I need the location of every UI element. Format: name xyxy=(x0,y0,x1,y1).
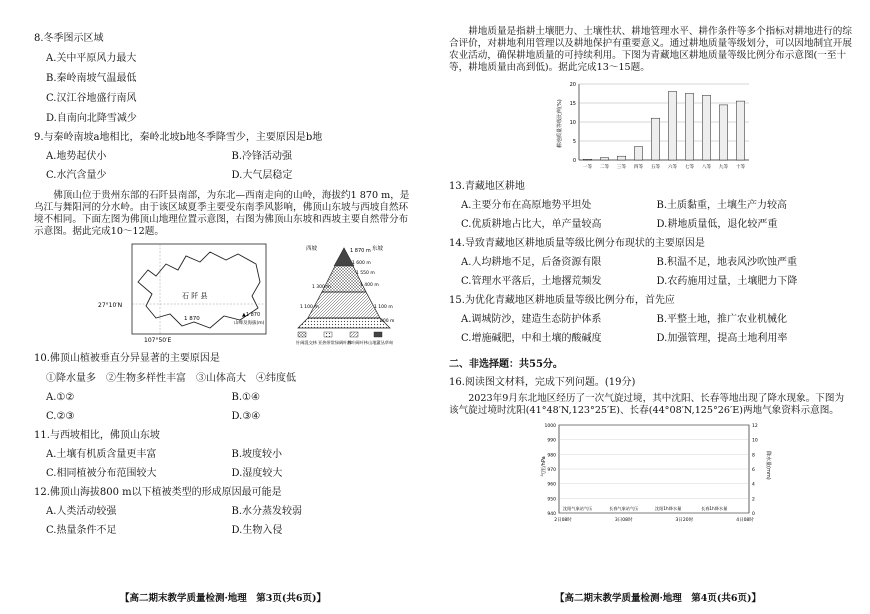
bar-ytick-label: 15 xyxy=(569,101,576,107)
tri-east-5: 800 m xyxy=(380,319,395,324)
tri-legend-1: 针阔混交林 xyxy=(296,340,317,345)
q12-option-a: A.人类活动较强 xyxy=(46,506,117,517)
q13-option-b: B.土质黏重，土壤生产力较高 xyxy=(656,200,788,211)
q10-title: 10.佛顶山植被垂直分异显著的主要原因是 xyxy=(34,353,220,364)
tri-east-2: 1 550 m xyxy=(356,271,375,276)
weather-x-label: 4日08时 xyxy=(736,518,754,523)
bar-ytick-label: 5 xyxy=(572,139,576,145)
q10-option-b: B.①④ xyxy=(231,392,260,403)
q16-title: 16.阅读图文材料，完成下列问题。(19分) xyxy=(449,377,636,388)
q12-option-c: C.热量条件不足 xyxy=(46,525,117,536)
bar-chart-farmland xyxy=(449,78,849,174)
bar xyxy=(600,158,609,160)
tri-east-label: 东坡 xyxy=(372,246,384,252)
q14-option-b: B.积温不足，地表风沙吹蚀严重 xyxy=(656,257,798,268)
q15-option-c: C.增施碱肥，中和土壤的酸碱度 xyxy=(461,333,602,344)
footer-right: 【高二期末教学质量检测·地理 第4页(共6页)】 xyxy=(555,593,762,604)
bar-category-label: 三等 xyxy=(616,165,627,170)
bar-category-label: 九等 xyxy=(718,165,729,170)
tri-west-2: 1 100 m xyxy=(300,305,319,310)
weather-x-label: 3日08时 xyxy=(614,518,633,523)
q14-title: 14.导致青藏地区耕地质量等级比例分布现状的主要原因是 xyxy=(449,238,705,249)
q14-option-d: D.农药施用过量，土壤肥力下降 xyxy=(656,276,798,287)
tri-west-label: 西坡 xyxy=(306,246,318,252)
tri-peak-label: 1 870 m xyxy=(350,248,371,254)
q11-title: 11.与西坡相比，佛顶山东坡 xyxy=(34,430,160,441)
weather-left-tick: 950 xyxy=(547,497,556,503)
bar xyxy=(617,156,626,160)
weather-left-tick: 970 xyxy=(547,468,556,473)
weather-left-tick: 940 xyxy=(547,512,556,517)
bar xyxy=(583,159,592,160)
bar xyxy=(634,147,643,160)
location-map xyxy=(98,244,266,344)
q14-option-a: A.人均耕地不足，后备资源有限 xyxy=(461,257,602,268)
weather-right-tick: 2 xyxy=(752,497,755,503)
weather-right-tick: 10 xyxy=(752,438,758,444)
bar xyxy=(685,94,694,161)
q9-option-d: D.大气层稳定 xyxy=(231,170,293,181)
weather-right-tick: 6 xyxy=(752,468,755,473)
weather-ylabel-left: 气压/hPa xyxy=(541,456,547,477)
bar xyxy=(668,92,677,160)
bar-ytick-label: 20 xyxy=(569,82,576,88)
bar-ytick-label: 0 xyxy=(572,158,576,164)
map-legend-text: 山峰及海拔(m) xyxy=(234,321,265,326)
map-lon-label: 107°50′E xyxy=(144,337,172,344)
q10-option-c: C.②③ xyxy=(46,411,75,422)
tri-east-1: 1 600 m xyxy=(352,261,371,266)
q10-option-d: D.③④ xyxy=(231,411,261,422)
q15-title: 15.为优化青藏地区耕地质量等级比例分布，首先应 xyxy=(449,295,675,306)
q15-option-d: D.加强管理，提高土地利用率 xyxy=(656,333,788,344)
q13-option-d: D.耕地质量低，退化较严重 xyxy=(656,219,778,230)
q11-option-d: D.湿度较大 xyxy=(231,468,283,479)
weather-right-tick: 4 xyxy=(752,482,755,488)
q10-option-a: A.①② xyxy=(46,392,75,403)
bar-category-label: 十等 xyxy=(735,165,746,170)
weather-right-tick: 8 xyxy=(752,453,755,459)
weather-x-label: 2日08时 xyxy=(554,518,572,523)
q16-text: 2023年9月东北地区经历了一次气旋过境，其中沈阳、长春等地出现了降水现象。下图为该气旋过境时沈阳(41°48′N,123°25′E)、长春(44°08′N,125°26′E)两地气象资料示意图。 xyxy=(449,393,845,416)
weather-legend-entry: 沈阳气象站气压 xyxy=(563,506,593,511)
weather-x-label: 3日20时 xyxy=(675,518,694,523)
q15-option-a: A.调城防沙，建造生态防护体系 xyxy=(461,314,602,325)
vegetation-triangle xyxy=(296,244,394,346)
intro-passage: 耕地质量是指耕土壤肥力、土壤性状、耕地管理水平、耕作条件等多个指标对耕地进行的综合评价，对耕地利用管理以及耕地保护有重要意义。通过耕地质量等级划分，可以因地制宜开展农业活动，确保耕地质量的可持续利用。下图为青藏地区耕地质量等级比例分布示意图(一至十等，耕地质量由高到低)。据此完成13～15题。 xyxy=(449,26,852,73)
tri-east-4: 1 100 m xyxy=(374,305,393,310)
weather-chart xyxy=(449,421,849,533)
figure-fodingshan xyxy=(34,242,414,346)
bar xyxy=(651,118,660,160)
tri-legend-4: 山地灌丛草甸 xyxy=(368,340,394,345)
tri-legend-3: 落叶阔叶林 xyxy=(347,340,368,345)
weather-right-tick: 0 xyxy=(752,512,755,517)
q12-option-d: D.生物入侵 xyxy=(231,525,283,536)
bar-category-label: 六等 xyxy=(667,165,678,170)
passage-fodingshan: 佛顶山位于贵州东部的石阡县南部，为东北—西南走向的山岭，海拔约1 870 m，是乌江与舞阳河的分水岭。由于该区域夏季主要受东南季风影响，佛顶山东坡与西坡自然环境不相同。下面左图为佛顶山地理位置示意图，右图为佛顶山东坡和西坡主要自然带分布示意图。据此完成10～12题。 xyxy=(34,190,410,237)
tri-legend-2: 亚热带常绿阔叶林 xyxy=(318,340,352,345)
tri-east-3: 1 400 m xyxy=(360,283,379,288)
q11-option-a: A.土壤有机质含量更丰富 xyxy=(46,449,157,460)
q9-option-b: B.冷锋活动强 xyxy=(231,151,293,162)
q14-option-c: C.管理水平落后，土地撂荒频发 xyxy=(461,276,602,287)
weather-legend-entry: 沈阳1h降水量 xyxy=(655,506,682,511)
weather-left-tick: 960 xyxy=(547,482,556,488)
bar-category-label: 二等 xyxy=(599,165,610,170)
bar-chart-ylabel: 耕地质量等级比例(%) xyxy=(557,99,563,148)
bar-category-label: 四等 xyxy=(633,165,644,170)
q9-option-a: A.地势起伏小 xyxy=(46,151,107,162)
weather-legend-entry: 长春1h降水量 xyxy=(701,506,728,511)
q10-items: ①降水量多 ②生物多样性丰富 ③山体高大 ④纬度低 xyxy=(46,373,296,384)
section-nonchoice: 二、非选择题：共55分。 xyxy=(449,359,563,370)
bar-category-label: 八等 xyxy=(701,165,712,170)
map-peak-label: 1 870 xyxy=(184,316,200,322)
q9-title: 9.与秦岭南坡a地相比，秦岭北坡b地冬季降雪少，主要原因是b地 xyxy=(34,132,323,143)
q13-title: 13.青藏地区耕地 xyxy=(449,181,525,192)
tri-west-1: 1 300 m xyxy=(312,285,331,290)
q12-title: 12.佛顶山海拔800 m以下植被类型的形成原因最可能是 xyxy=(34,487,282,498)
q13-option-c: C.优质耕地占比大，单产量较高 xyxy=(461,219,602,230)
map-legend-peak: ▲1 870 xyxy=(242,312,261,318)
q8-title: 8.冬季图示区域 xyxy=(34,33,104,44)
q8-option-a: A.关中平原风力最大 xyxy=(46,53,137,64)
bar xyxy=(736,101,745,160)
bar xyxy=(719,105,728,160)
q8-option-b: B.秦岭南坡气温最低 xyxy=(46,73,137,84)
bar xyxy=(702,95,711,160)
map-county-label: 石 阡 县 xyxy=(182,292,208,300)
q8-option-d: D.自南向北降雪减少 xyxy=(46,113,137,124)
bar-category-label: 七等 xyxy=(684,165,695,170)
page-right xyxy=(435,0,870,614)
weather-right-tick: 12 xyxy=(752,424,758,429)
q13-option-a: A.主要分布在高原地势平坦处 xyxy=(461,200,592,211)
weather-ylabel-right: 降水量(mm) xyxy=(765,451,771,480)
weather-left-tick: 980 xyxy=(547,453,556,459)
footer-left: 【高二期末教学质量检测·地理 第3页(共6页)】 xyxy=(120,593,327,604)
bar-category-label: 一等 xyxy=(582,165,593,170)
bar-ytick-label: 10 xyxy=(569,120,576,126)
q12-option-b: B.水分蒸发较弱 xyxy=(231,506,303,517)
q15-option-b: B.平整土地，推广农业机械化 xyxy=(656,314,788,325)
weather-left-tick: 990 xyxy=(547,438,556,444)
weather-left-tick: 1000 xyxy=(544,424,556,429)
q8-option-c: C.汉江谷地盛行南风 xyxy=(46,93,137,104)
map-lat-label: 27°10′N xyxy=(98,302,123,309)
q9-option-c: C.水汽含量少 xyxy=(46,170,107,181)
q11-option-b: B.坡度较小 xyxy=(231,449,283,460)
weather-legend-entry: 长春气象站气压 xyxy=(609,506,639,511)
q11-option-c: C.相同植被分布范围较大 xyxy=(46,468,157,479)
bar-category-label: 五等 xyxy=(650,165,661,170)
